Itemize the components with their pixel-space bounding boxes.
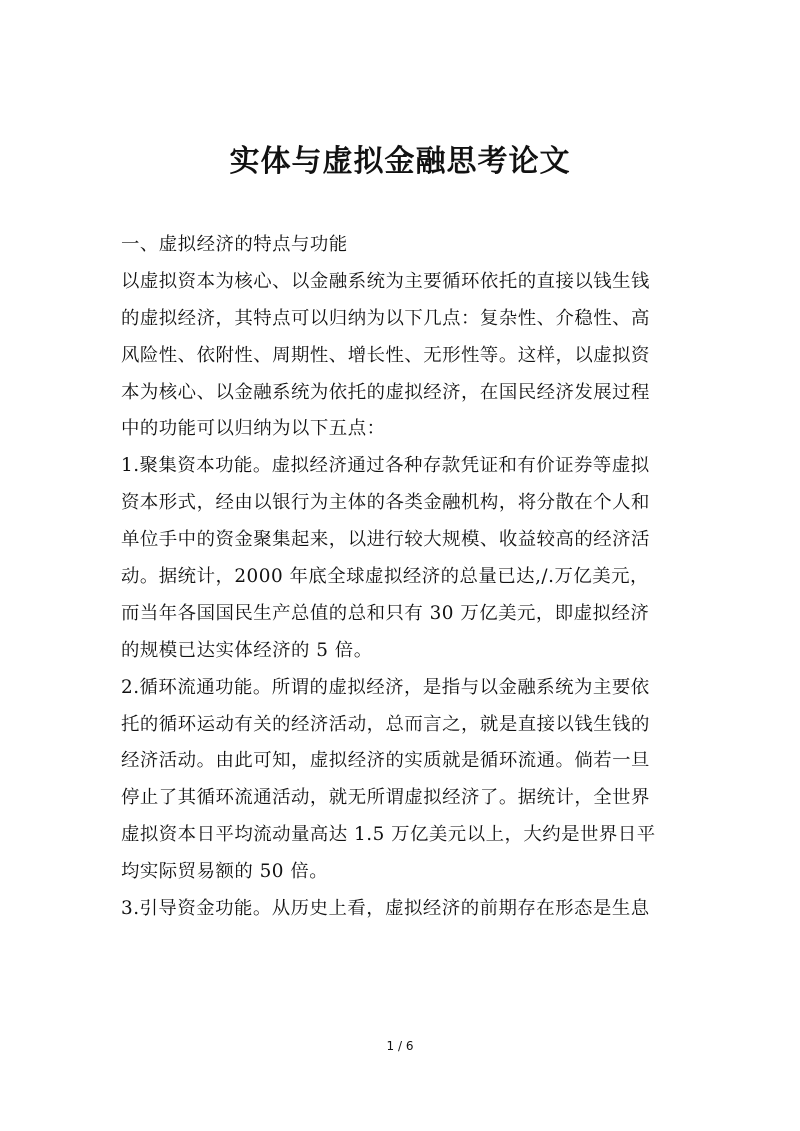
text-line: 中的功能可以归纳为以下五点： bbox=[121, 418, 386, 440]
text-line: 本为核心、以金融系统为依托的虚拟经济，在国民经济发展过程 bbox=[121, 381, 650, 403]
document-body bbox=[121, 227, 681, 928]
text-line: 而当年各国国民生产总值的总和只有 30 万亿美元，即虚拟经济 bbox=[121, 602, 650, 624]
text-line: 风险性、依附性、周期性、增长性、无形性等。这样，以虚拟资 bbox=[121, 344, 650, 366]
point-2-paragraph bbox=[121, 670, 681, 891]
text-line: 以虚拟资本为核心、以金融系统为主要循环依托的直接以钱生钱 bbox=[121, 270, 650, 292]
text-line: 2.循环流通功能。所谓的虚拟经济，是指与以金融系统为主要依 bbox=[121, 676, 650, 698]
section-heading bbox=[121, 227, 681, 264]
text-line: 单位手中的资金聚集起来，以进行较大规模、收益较高的经济活 bbox=[121, 529, 650, 551]
text-line: 一、虚拟经济的特点与功能 bbox=[121, 234, 348, 255]
text-line: 1.聚集资本功能。虚拟经济通过各种存款凭证和有价证券等虚拟 bbox=[121, 455, 650, 477]
text-line: 均实际贸易额的 50 倍。 bbox=[121, 861, 329, 883]
text-line: 动。据统计，2000 年底全球虚拟经济的总量已达,/.万亿美元， bbox=[121, 566, 649, 588]
point-3-paragraph bbox=[121, 891, 681, 928]
text-line: 的虚拟经济，其特点可以归纳为以下几点：复杂性、介稳性、高 bbox=[121, 307, 650, 329]
intro-paragraph bbox=[121, 264, 681, 448]
text-line: 经济活动。由此可知，虚拟经济的实质就是循环流通。倘若一旦 bbox=[121, 750, 650, 772]
text-line: 3.引导资金功能。从历史上看，虚拟经济的前期存在形态是生息 bbox=[121, 898, 650, 920]
text-line: 托的循环运动有关的经济活动，总而言之，就是直接以钱生钱的 bbox=[121, 713, 650, 735]
text-line: 资本形式，经由以银行为主体的各类金融机构，将分散在个人和 bbox=[121, 492, 650, 514]
point-1-paragraph bbox=[121, 448, 681, 669]
page-number: 1 / 6 bbox=[386, 1039, 414, 1053]
text-line: 停止了其循环流通活动，就无所谓虚拟经济了。据统计，全世界 bbox=[121, 787, 650, 809]
text-line: 虚拟资本日平均流动量高达 1.5 万亿美元以上，大约是世界日平 bbox=[121, 824, 656, 846]
text-line: 的规模已达实体经济的 5 倍。 bbox=[121, 639, 373, 661]
document-title: 实体与虚拟金融思考论文 bbox=[229, 144, 571, 179]
